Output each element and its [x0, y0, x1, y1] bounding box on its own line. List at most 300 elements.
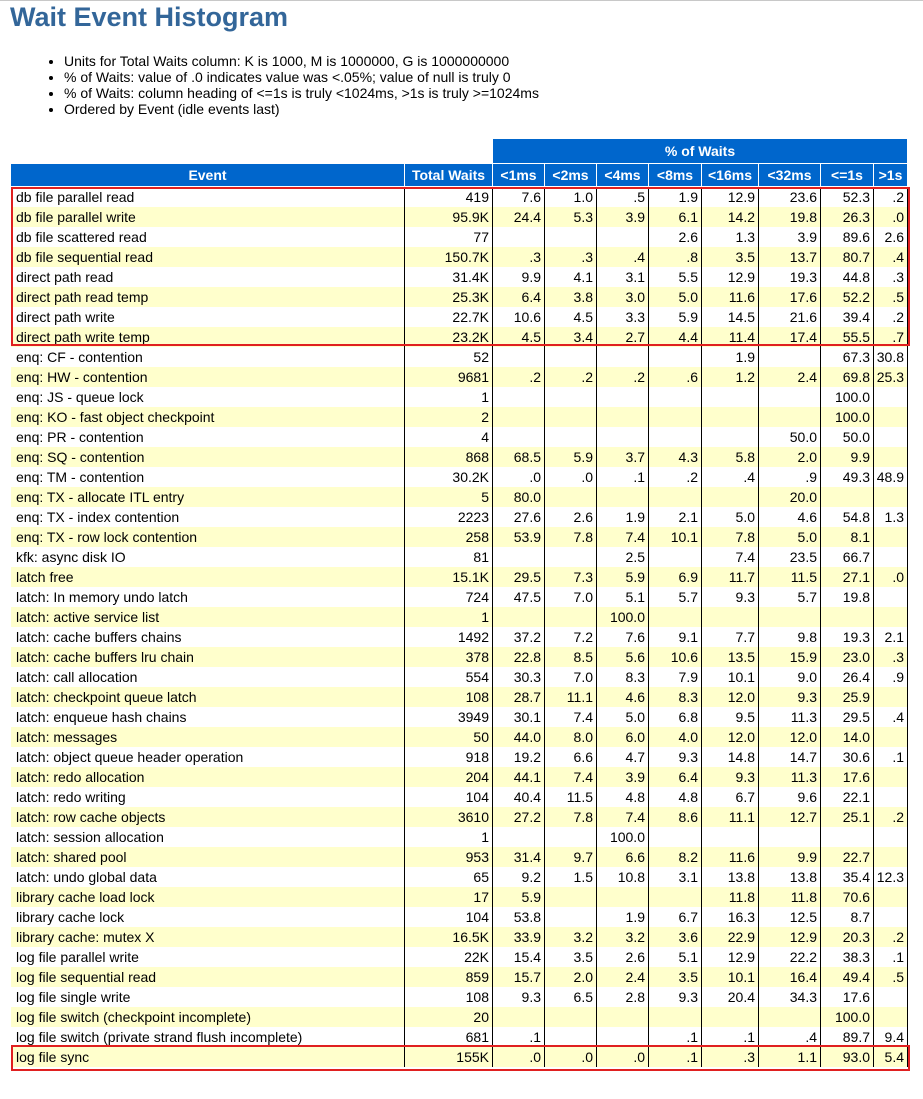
- pct-waits-cell: [874, 1007, 908, 1027]
- event-name-cell: latch: enqueue hash chains: [11, 707, 405, 727]
- event-name-cell: enq: HW - contention: [11, 367, 405, 387]
- pct-waits-cell: 6.5: [545, 987, 597, 1007]
- pct-waits-cell: 4.4: [649, 327, 702, 347]
- total-waits-cell: 20: [405, 1007, 493, 1027]
- pct-waits-cell: 3.8: [545, 287, 597, 307]
- pct-waits-cell: 7.4: [545, 767, 597, 787]
- pct-waits-cell: 19.3: [759, 267, 821, 287]
- event-name-cell: db file parallel write: [11, 207, 405, 227]
- pct-waits-cell: 2.6: [545, 507, 597, 527]
- pct-waits-cell: 11.5: [545, 787, 597, 807]
- pct-waits-cell: .2: [597, 367, 649, 387]
- pct-waits-cell: 22.1: [821, 787, 874, 807]
- pct-waits-cell: [545, 427, 597, 447]
- table-row: [11, 447, 908, 467]
- pct-waits-cell: 2.0: [759, 447, 821, 467]
- pct-waits-cell: 100.0: [821, 1007, 874, 1027]
- pct-waits-cell: 5.3: [545, 207, 597, 227]
- table-row: [11, 587, 908, 607]
- table-row: [11, 347, 908, 367]
- pct-waits-cell: 53.8: [493, 907, 545, 927]
- pct-waits-cell: 6.6: [545, 747, 597, 767]
- pct-waits-cell: [759, 607, 821, 627]
- pct-waits-cell: 9.1: [649, 627, 702, 647]
- table-row: [11, 607, 908, 627]
- pct-waits-cell: 6.7: [649, 907, 702, 927]
- event-name-cell: log file sequential read: [11, 967, 405, 987]
- pct-waits-cell: 5.7: [759, 587, 821, 607]
- event-name-cell: log file single write: [11, 987, 405, 1007]
- pct-waits-cell: 7.4: [702, 547, 759, 567]
- pct-waits-cell: 66.7: [821, 547, 874, 567]
- pct-waits-cell: [649, 487, 702, 507]
- pct-waits-cell: 5.9: [493, 887, 545, 907]
- wait-event-histogram-table: [11, 139, 908, 1067]
- pct-waits-cell: .8: [649, 247, 702, 267]
- table-row: [11, 847, 908, 867]
- pct-waits-cell: 55.5: [821, 327, 874, 347]
- col-header-lt-32ms: <32ms: [759, 164, 821, 187]
- pct-waits-cell: .4: [702, 467, 759, 487]
- pct-waits-cell: 9.3: [649, 747, 702, 767]
- total-waits-cell: 77: [405, 227, 493, 247]
- pct-waits-cell: 2.6: [874, 227, 908, 247]
- table-row: [11, 487, 908, 507]
- pct-waits-cell: 5.1: [649, 947, 702, 967]
- table-row: [11, 807, 908, 827]
- pct-waits-cell: [493, 407, 545, 427]
- total-waits-cell: 15.1K: [405, 567, 493, 587]
- pct-waits-cell: 69.8: [821, 367, 874, 387]
- total-waits-cell: 30.2K: [405, 467, 493, 487]
- pct-waits-cell: 1.0: [545, 187, 597, 207]
- pct-waits-cell: [493, 607, 545, 627]
- pct-waits-cell: 10.6: [493, 307, 545, 327]
- event-name-cell: enq: TM - contention: [11, 467, 405, 487]
- pct-waits-cell: 19.8: [759, 207, 821, 227]
- pct-waits-cell: 14.7: [759, 747, 821, 767]
- pct-waits-cell: 5.0: [759, 527, 821, 547]
- pct-waits-cell: 6.4: [649, 767, 702, 787]
- pct-waits-cell: [821, 827, 874, 847]
- pct-waits-cell: 2.1: [874, 627, 908, 647]
- pct-waits-cell: [702, 607, 759, 627]
- pct-waits-cell: 10.6: [649, 647, 702, 667]
- pct-waits-cell: 15.9: [759, 647, 821, 667]
- pct-waits-cell: 5.9: [597, 567, 649, 587]
- table-row: [11, 307, 908, 327]
- pct-waits-cell: 9.9: [759, 847, 821, 867]
- event-name-cell: db file sequential read: [11, 247, 405, 267]
- pct-waits-cell: 37.2: [493, 627, 545, 647]
- pct-waits-cell: [493, 1007, 545, 1027]
- total-waits-cell: 16.5K: [405, 927, 493, 947]
- pct-waits-cell: .1: [597, 467, 649, 487]
- pct-waits-cell: .1: [649, 1027, 702, 1047]
- pct-waits-cell: 2.5: [597, 547, 649, 567]
- pct-waits-cell: 68.5: [493, 447, 545, 467]
- total-waits-cell: 554: [405, 667, 493, 687]
- pct-waits-cell: 1.1: [759, 1047, 821, 1067]
- event-name-cell: latch: In memory undo latch: [11, 587, 405, 607]
- pct-waits-cell: 4.5: [545, 307, 597, 327]
- event-name-cell: enq: KO - fast object checkpoint: [11, 407, 405, 427]
- pct-waits-cell: 11.8: [759, 887, 821, 907]
- pct-waits-cell: 44.1: [493, 767, 545, 787]
- pct-waits-cell: 12.3: [874, 867, 908, 887]
- pct-waits-cell: 27.2: [493, 807, 545, 827]
- event-name-cell: latch: undo global data: [11, 867, 405, 887]
- pct-waits-cell: 1.5: [545, 867, 597, 887]
- pct-waits-cell: [597, 1027, 649, 1047]
- pct-waits-cell: 1.9: [597, 907, 649, 927]
- pct-waits-cell: [545, 387, 597, 407]
- event-name-cell: latch: redo writing: [11, 787, 405, 807]
- pct-waits-cell: 6.0: [597, 727, 649, 747]
- pct-waits-cell: 7.3: [545, 567, 597, 587]
- pct-waits-cell: 5.0: [649, 287, 702, 307]
- pct-waits-cell: 100.0: [597, 607, 649, 627]
- total-waits-cell: 378: [405, 647, 493, 667]
- pct-waits-cell: 27.1: [821, 567, 874, 587]
- pct-waits-cell: 12.9: [702, 267, 759, 287]
- note-item: • Units for Total Waits column: K is 1000, M is 1000000, G is 1000000000: [64, 53, 539, 69]
- total-waits-cell: 50: [405, 727, 493, 747]
- pct-waits-cell: [649, 887, 702, 907]
- pct-waits-cell: 20.4: [702, 987, 759, 1007]
- pct-waits-cell: 17.6: [759, 287, 821, 307]
- pct-waits-cell: 4.6: [597, 687, 649, 707]
- pct-waits-cell: 80.7: [821, 247, 874, 267]
- pct-waits-cell: 8.2: [649, 847, 702, 867]
- table-row: [11, 867, 908, 887]
- pct-waits-cell: 8.3: [649, 687, 702, 707]
- total-waits-cell: 419: [405, 187, 493, 207]
- pct-waits-cell: 7.6: [597, 627, 649, 647]
- pct-waits-cell: [759, 1007, 821, 1027]
- pct-waits-cell: 4.3: [649, 447, 702, 467]
- pct-waits-cell: [874, 687, 908, 707]
- pct-waits-cell: .2: [545, 367, 597, 387]
- pct-waits-cell: 3.1: [649, 867, 702, 887]
- pct-waits-cell: 11.8: [702, 887, 759, 907]
- event-name-cell: latch: shared pool: [11, 847, 405, 867]
- pct-waits-cell: 10.8: [597, 867, 649, 887]
- pct-waits-cell: 13.7: [759, 247, 821, 267]
- pct-waits-cell: .0: [597, 1047, 649, 1067]
- pct-waits-cell: 3.6: [649, 927, 702, 947]
- table-row: [11, 387, 908, 407]
- pct-waits-cell: 2.1: [649, 507, 702, 527]
- event-name-cell: enq: CF - contention: [11, 347, 405, 367]
- pct-waits-cell: 9.2: [493, 867, 545, 887]
- table-row: [11, 987, 908, 1007]
- pct-waits-cell: [702, 1007, 759, 1027]
- pct-waits-cell: 9.6: [759, 787, 821, 807]
- pct-waits-cell: 1.3: [702, 227, 759, 247]
- total-waits-cell: 3949: [405, 707, 493, 727]
- event-name-cell: enq: TX - index contention: [11, 507, 405, 527]
- pct-waits-cell: [597, 407, 649, 427]
- pct-waits-cell: 3.1: [597, 267, 649, 287]
- pct-waits-cell: 35.4: [821, 867, 874, 887]
- table-row: [11, 287, 908, 307]
- pct-waits-cell: 2.4: [759, 367, 821, 387]
- pct-waits-cell: [545, 547, 597, 567]
- total-waits-cell: 155K: [405, 1047, 493, 1067]
- pct-waits-cell: 1.9: [702, 347, 759, 367]
- pct-waits-cell: 12.0: [759, 727, 821, 747]
- pct-waits-cell: 26.4: [821, 667, 874, 687]
- pct-waits-cell: .1: [493, 1027, 545, 1047]
- pct-waits-cell: 4.1: [545, 267, 597, 287]
- pct-waits-cell: 7.8: [702, 527, 759, 547]
- pct-waits-cell: 4.6: [759, 507, 821, 527]
- event-name-cell: direct path write: [11, 307, 405, 327]
- pct-waits-cell: [702, 427, 759, 447]
- pct-waits-cell: [597, 1007, 649, 1027]
- pct-waits-cell: 5.6: [597, 647, 649, 667]
- pct-waits-cell: 9.3: [702, 587, 759, 607]
- pct-waits-cell: [759, 347, 821, 367]
- pct-waits-cell: 1.9: [597, 507, 649, 527]
- pct-waits-cell: 3.9: [597, 207, 649, 227]
- pct-waits-cell: 11.3: [759, 767, 821, 787]
- pct-waits-cell: 9.3: [649, 987, 702, 1007]
- event-name-cell: latch: row cache objects: [11, 807, 405, 827]
- pct-waits-cell: 30.3: [493, 667, 545, 687]
- table-row: [11, 927, 908, 947]
- pct-waits-cell: 100.0: [821, 407, 874, 427]
- pct-waits-cell: [493, 387, 545, 407]
- pct-waits-cell: 11.5: [759, 567, 821, 587]
- pct-waits-cell: [874, 787, 908, 807]
- pct-waits-cell: 10.1: [702, 967, 759, 987]
- pct-waits-cell: 29.5: [493, 567, 545, 587]
- pct-waits-cell: 12.0: [702, 687, 759, 707]
- total-waits-cell: 1492: [405, 627, 493, 647]
- total-waits-cell: 3610: [405, 807, 493, 827]
- event-name-cell: latch: call allocation: [11, 667, 405, 687]
- pct-waits-cell: 22.7: [821, 847, 874, 867]
- pct-waits-cell: 38.3: [821, 947, 874, 967]
- col-header-le-1s: <=1s: [821, 164, 874, 187]
- pct-waits-cell: [545, 1027, 597, 1047]
- pct-waits-cell: .2: [649, 467, 702, 487]
- pct-waits-cell: 9.3: [759, 687, 821, 707]
- pct-waits-cell: 25.3: [874, 367, 908, 387]
- pct-waits-cell: 12.9: [759, 927, 821, 947]
- pct-waits-cell: 52.2: [821, 287, 874, 307]
- pct-waits-cell: [545, 827, 597, 847]
- pct-waits-cell: [649, 547, 702, 567]
- total-waits-cell: 1: [405, 827, 493, 847]
- table-row: [11, 767, 908, 787]
- pct-waits-cell: [545, 407, 597, 427]
- pct-waits-cell: 3.9: [597, 767, 649, 787]
- pct-waits-cell: .2: [874, 807, 908, 827]
- pct-waits-cell: 3.2: [545, 927, 597, 947]
- pct-waits-cell: 11.1: [545, 687, 597, 707]
- pct-waits-cell: 48.9: [874, 467, 908, 487]
- table-row: [11, 907, 908, 927]
- pct-waits-cell: 9.8: [759, 627, 821, 647]
- pct-waits-cell: .0: [493, 467, 545, 487]
- event-name-cell: log file sync: [11, 1047, 405, 1067]
- event-name-cell: kfk: async disk IO: [11, 547, 405, 567]
- pct-waits-cell: 7.2: [545, 627, 597, 647]
- pct-waits-cell: 17.4: [759, 327, 821, 347]
- pct-waits-cell: [702, 827, 759, 847]
- pct-waits-cell: 4.5: [493, 327, 545, 347]
- pct-waits-cell: 5.9: [545, 447, 597, 467]
- table-row: [11, 727, 908, 747]
- table-row: [11, 1007, 908, 1027]
- pct-waits-cell: [493, 827, 545, 847]
- pct-waits-cell: .1: [874, 747, 908, 767]
- total-waits-cell: 1: [405, 387, 493, 407]
- total-waits-cell: 9681: [405, 367, 493, 387]
- event-name-cell: library cache: mutex X: [11, 927, 405, 947]
- pct-waits-cell: 5.9: [649, 307, 702, 327]
- pct-waits-cell: 6.7: [702, 787, 759, 807]
- pct-waits-cell: .0: [874, 207, 908, 227]
- total-waits-cell: 17: [405, 887, 493, 907]
- note-item: • % of Waits: column heading of <=1s is truly <1024ms, >1s is truly >=1024ms: [64, 85, 539, 101]
- pct-waits-cell: 39.4: [821, 307, 874, 327]
- pct-waits-cell: 4.7: [597, 747, 649, 767]
- pct-waits-cell: 89.7: [821, 1027, 874, 1047]
- pct-waits-cell: 22.2: [759, 947, 821, 967]
- pct-waits-cell: .9: [874, 667, 908, 687]
- pct-waits-cell: [545, 907, 597, 927]
- event-name-cell: log file switch (private strand flush incomplete): [11, 1027, 405, 1047]
- pct-waits-cell: 15.7: [493, 967, 545, 987]
- pct-waits-cell: 20.3: [821, 927, 874, 947]
- pct-waits-cell: .5: [874, 287, 908, 307]
- pct-waits-cell: [874, 607, 908, 627]
- pct-waits-cell: 28.7: [493, 687, 545, 707]
- pct-waits-cell: 12.0: [702, 727, 759, 747]
- pct-waits-cell: 9.3: [493, 987, 545, 1007]
- pct-waits-cell: 4.8: [597, 787, 649, 807]
- pct-waits-cell: [597, 887, 649, 907]
- pct-waits-cell: 13.8: [759, 867, 821, 887]
- pct-waits-cell: [702, 387, 759, 407]
- pct-waits-cell: [649, 407, 702, 427]
- event-name-cell: enq: TX - allocate ITL entry: [11, 487, 405, 507]
- pct-waits-cell: [649, 607, 702, 627]
- note-item: • Ordered by Event (idle events last): [64, 101, 539, 117]
- pct-waits-cell: .2: [493, 367, 545, 387]
- total-waits-cell: 859: [405, 967, 493, 987]
- pct-waits-cell: .3: [545, 247, 597, 267]
- event-name-cell: latch: checkpoint queue latch: [11, 687, 405, 707]
- pct-waits-cell: 23.0: [821, 647, 874, 667]
- table-row: [11, 1047, 908, 1067]
- total-waits-cell: 108: [405, 987, 493, 1007]
- pct-waits-cell: 3.5: [649, 967, 702, 987]
- pct-waits-cell: 40.4: [493, 787, 545, 807]
- pct-waits-cell: [649, 347, 702, 367]
- pct-waits-cell: 2.6: [597, 947, 649, 967]
- pct-waits-cell: 14.5: [702, 307, 759, 327]
- pct-waits-cell: 70.6: [821, 887, 874, 907]
- pct-waits-cell: [702, 407, 759, 427]
- total-waits-cell: 681: [405, 1027, 493, 1047]
- pct-waits-cell: .0: [545, 467, 597, 487]
- event-name-cell: enq: PR - contention: [11, 427, 405, 447]
- pct-waits-cell: 80.0: [493, 487, 545, 507]
- total-waits-cell: 150.7K: [405, 247, 493, 267]
- pct-waits-cell: 30.8: [874, 347, 908, 367]
- pct-waits-cell: [759, 827, 821, 847]
- pct-waits-cell: 8.6: [649, 807, 702, 827]
- pct-waits-cell: 11.7: [702, 567, 759, 587]
- pct-waits-cell: [874, 907, 908, 927]
- col-header-total-waits: Total Waits: [405, 164, 493, 187]
- col-header-lt-2ms: <2ms: [545, 164, 597, 187]
- pct-waits-cell: [597, 487, 649, 507]
- pct-waits-cell: 6.4: [493, 287, 545, 307]
- pct-waits-cell: .7: [874, 327, 908, 347]
- pct-waits-cell: 100.0: [821, 387, 874, 407]
- pct-waits-cell: 100.0: [597, 827, 649, 847]
- pct-waits-cell: 12.5: [759, 907, 821, 927]
- pct-waits-cell: .2: [874, 927, 908, 947]
- table-row: [11, 527, 908, 547]
- pct-waits-cell: .4: [597, 247, 649, 267]
- pct-waits-cell: 44.0: [493, 727, 545, 747]
- pct-waits-cell: 23.5: [759, 547, 821, 567]
- total-waits-cell: 953: [405, 847, 493, 867]
- pct-waits-cell: [874, 407, 908, 427]
- total-waits-cell: 95.9K: [405, 207, 493, 227]
- event-name-cell: library cache lock: [11, 907, 405, 927]
- pct-waits-cell: 8.5: [545, 647, 597, 667]
- total-waits-cell: 65: [405, 867, 493, 887]
- table-row: [11, 427, 908, 447]
- pct-waits-cell: 2.6: [649, 227, 702, 247]
- pct-waits-cell: 3.4: [545, 327, 597, 347]
- pct-waits-cell: [759, 407, 821, 427]
- pct-waits-cell: [493, 347, 545, 367]
- event-name-cell: latch: redo allocation: [11, 767, 405, 787]
- pct-waits-cell: 14.0: [821, 727, 874, 747]
- pct-waits-cell: [493, 547, 545, 567]
- pct-waits-cell: 1.3: [874, 507, 908, 527]
- pct-waits-cell: 6.8: [649, 707, 702, 727]
- pct-waits-cell: 49.3: [821, 467, 874, 487]
- pct-waits-cell: 6.9: [649, 567, 702, 587]
- event-name-cell: library cache load lock: [11, 887, 405, 907]
- pct-waits-cell: .2: [874, 307, 908, 327]
- total-waits-cell: 4: [405, 427, 493, 447]
- pct-waits-cell: [821, 607, 874, 627]
- pct-waits-cell: 4.8: [649, 787, 702, 807]
- pct-waits-cell: .3: [702, 1047, 759, 1067]
- pct-waits-cell: [597, 387, 649, 407]
- total-waits-cell: 868: [405, 447, 493, 467]
- pct-waits-cell: 3.5: [545, 947, 597, 967]
- pct-waits-cell: [874, 887, 908, 907]
- pct-waits-cell: .0: [493, 1047, 545, 1067]
- pct-waits-cell: 50.0: [821, 427, 874, 447]
- pct-waits-cell: 22.9: [702, 927, 759, 947]
- pct-waits-cell: 31.4: [493, 847, 545, 867]
- pct-waits-cell: [702, 487, 759, 507]
- table-row: [11, 787, 908, 807]
